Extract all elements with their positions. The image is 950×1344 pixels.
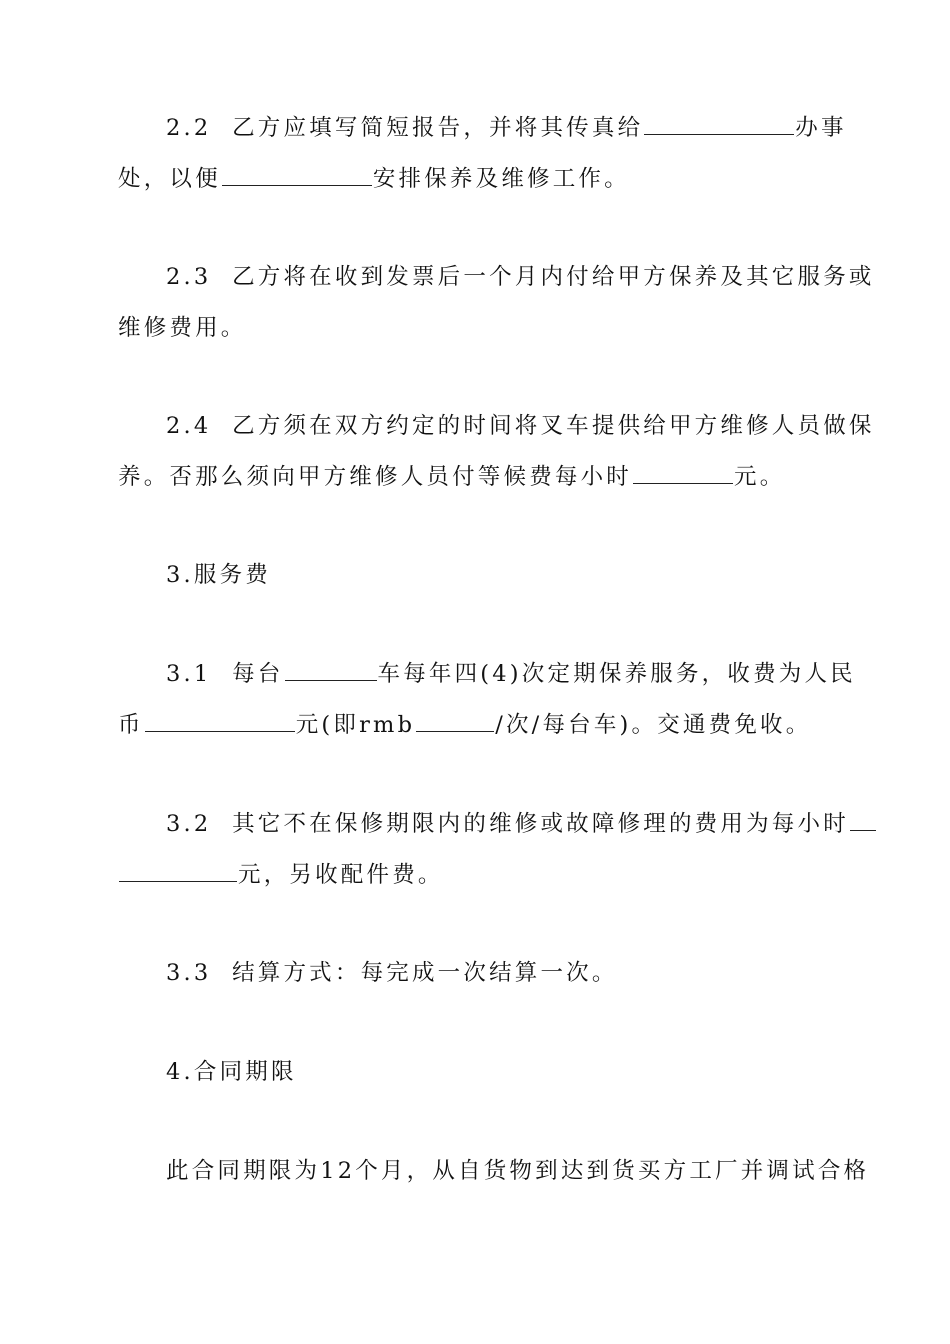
clause-2-2-line-1	[166, 112, 847, 144]
text: 币	[118, 712, 144, 738]
clause-3-2-line-1	[166, 808, 877, 840]
clause-2-3-line-1: 2.3 乙方将在收到发票后一个月内付给甲方保养及其它服务或	[166, 264, 875, 290]
clause-3-2-line-2	[118, 859, 444, 891]
blank-fill-line	[119, 859, 237, 882]
blank-fill-line	[416, 709, 494, 732]
blank-fill-line	[633, 461, 733, 484]
blank-fill-line	[850, 808, 876, 831]
text: 养。否那么须向甲方维修人员付等候费每小时	[118, 464, 633, 490]
text: 元，另收配件费。	[238, 862, 444, 888]
section-3-heading: 3.服务费	[166, 562, 271, 588]
clause-2-4-line-1: 2.4 乙方须在双方约定的时间将叉车提供给甲方维修人员做保	[166, 413, 875, 439]
blank-fill-line	[145, 709, 295, 732]
blank-fill-line	[644, 112, 794, 135]
clause-2-4-line-2	[118, 461, 785, 493]
text: 3.2 其它不在保修期限内的维修或故障修理的费用为每小时	[166, 811, 849, 837]
text: 处，以便	[118, 166, 221, 192]
text: 元。	[734, 464, 786, 490]
text: 办事	[795, 115, 847, 141]
text: /次/每台车)。交通费免收。	[495, 712, 812, 738]
text: 3.1 每台	[166, 661, 284, 687]
blank-fill-line	[285, 658, 377, 681]
blank-fill-line	[222, 163, 372, 186]
section-4-body-line-1: 此合同期限为12个月，从自货物到达到货买方工厂并调试合格	[166, 1158, 870, 1184]
text: 元(即rmb	[295, 712, 416, 738]
text: 车每年四(4)次定期保养服务，收费为人民	[377, 661, 856, 687]
clause-2-3-line-2: 维修费用。	[118, 315, 247, 341]
text: 安排保养及维修工作。	[372, 166, 630, 192]
clause-3-3-line-1: 3.3 结算方式：每完成一次结算一次。	[166, 960, 618, 986]
section-4-heading: 4.合同期限	[166, 1059, 297, 1085]
text: 2.2 乙方应填写简短报告，并将其传真给	[166, 115, 644, 141]
clause-3-1-line-1	[166, 658, 856, 690]
clause-3-1-line-2	[118, 709, 811, 741]
clause-2-2-line-2	[118, 163, 630, 195]
